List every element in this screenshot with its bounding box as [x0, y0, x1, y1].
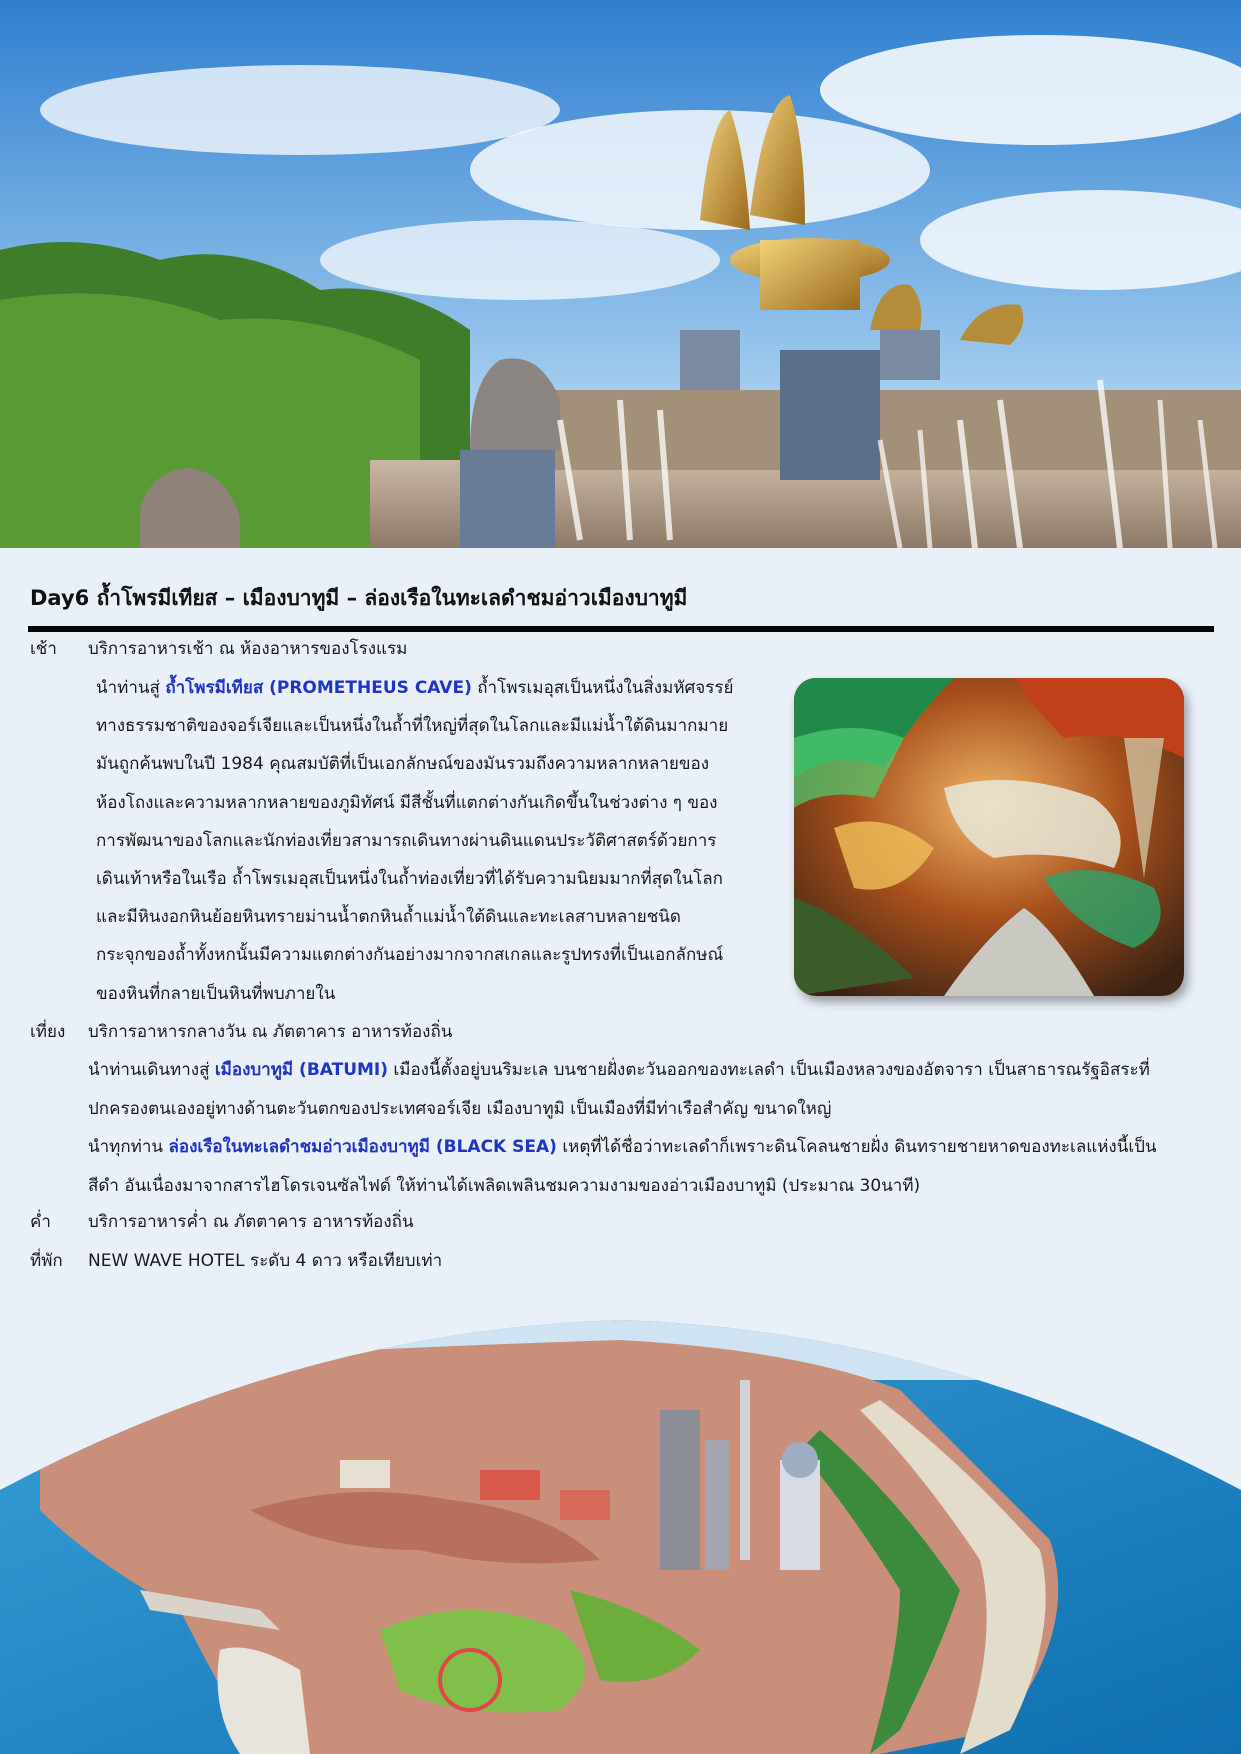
lunch-text: บริการอาหารกลางวัน ณ ภัตตาคาร อาหารท้องถิ่น: [88, 1022, 453, 1042]
cave-photo: [794, 678, 1184, 996]
hotel-row: [0, 1242, 1241, 1280]
lunch-row: [0, 1013, 1241, 1051]
cave-desc-line: ของหินที่กลายเป็นหินที่พบภายใน: [96, 983, 336, 1004]
hotel-label: ที่พัก: [30, 1251, 63, 1271]
batumi-aerial-photo: [0, 1310, 1241, 1754]
cave-desc-line: กระจุกของถ้ำทั้งหกนั้นมีความแตกต่างกันอย่างมากจากสเกลและรูปทรงที่เป็นเอกลักษณ์: [96, 945, 724, 966]
batumi-desc: เมืองนี้ตั้งอยู่บนริมะเล บนชายฝั่งตะวันออกของทะเลดำ เป็นเมืองหลวงของอัตจารา เป็นสาธารณรัฐอิสระที่: [388, 1060, 1150, 1080]
cave-desc-line: ทางธรรมชาติของจอร์เจียและเป็นหนึ่งในถ้ำที่ใหญ่ที่สุดในโลกและมีแม่น้ำใต้ดินมากมาย: [96, 716, 729, 737]
cave-description: [96, 669, 764, 1013]
cruise-name: ล่องเรือในทะเลดำชมอ่าวเมืองบาทูมี (BLACK SEA): [168, 1137, 557, 1157]
prometheus-cave-photo-icon: [794, 678, 1184, 996]
cave-desc-line: ห้องโถงและความหลากหลายของภูมิทัศน์ มีสีชั้นที่แตกต่างกันเกิดขึ้นในช่วงต่าง ๆ ของ: [96, 792, 718, 813]
dinner-row: [0, 1203, 1241, 1241]
day-title: Day6 ถ้ำโพรมีเทียส – เมืองบาทูมี – ล่องเรือในทะเลดำชมอ่าวเมืองบาทูมี: [30, 586, 688, 610]
dinner-text: บริการอาหารค่ำ ณ ภัตตาคาร อาหารท้องถิ่น: [88, 1212, 414, 1232]
cave-desc-line: และมีหินงอกหินย้อยหินทรายม่านน้ำตกหินถ้ำแม่น้ำใต้ดินและทะเลสาบหลายชนิด: [96, 907, 681, 928]
batumi-intro: นำท่านเดินทางสู่: [88, 1060, 215, 1080]
morning-label: เช้า: [30, 639, 57, 659]
lunch-label: เที่ยง: [30, 1022, 66, 1042]
cruise-intro: นำทุกท่าน: [88, 1137, 169, 1157]
cruise-desc: เหตุที่ได้ชื่อว่าทะเลดำก็เพราะดินโคลนชายฝั่ง ดินทรายชายหาดของทะเลแห่งนี้เป็น: [556, 1137, 1157, 1157]
batumi-city-name: เมืองบาทูมี (BATUMI): [214, 1060, 389, 1080]
cave-desc-line: เดินเท้าหรือในเรือ ถ้ำโพรเมอุสเป็นหนึ่งในถ้ำท่องเที่ยวที่ได้รับความนิยมมากที่สุดในโลก: [96, 869, 723, 890]
cave-desc-line: การพัฒนาของโลกและนักท่องเที่ยวสามารถเดินทางผ่านดินแดนประวัติศาสตร์ด้วยการ: [96, 830, 717, 851]
batumi-line-2: ปกครองตนเองอยู่ทางด้านตะวันตกของประเทศจอร์เจีย เมืองบาทูมิ เป็นเมืองที่มีท่าเรือสำคัญ ขนาดใหญ่: [88, 1098, 832, 1119]
colchis-fountain-photo-icon: [0, 0, 1241, 548]
batumi-line-1: [88, 1051, 1218, 1090]
dinner-label: ค่ำ: [30, 1212, 51, 1232]
cruise-line-2: สีดำ อันเนื่องมาจากสารไฮโดรเจนซัลไฟด์ ให้ท่านได้เพลิดเพลินชมความงามของอ่าวเมืองบาทูมิ (ประมาณ 30นาที): [88, 1175, 921, 1196]
batumi-paragraph: [88, 1051, 1218, 1205]
cave-intro: นำท่านสู่: [96, 678, 166, 698]
cruise-line-1: [88, 1128, 1218, 1167]
morning-row: [0, 630, 1241, 668]
breakfast-text: บริการอาหารเช้า ณ ห้องอาหารของโรงแรม: [88, 639, 408, 659]
hero-photo: [0, 0, 1241, 548]
cave-name: ถ้ำโพรมีเทียส (PROMETHEUS CAVE): [165, 678, 472, 698]
cave-line-1: [96, 669, 764, 707]
batumi-aerial-photo-icon: [0, 1310, 1241, 1754]
hotel-text: NEW WAVE HOTEL ระดับ 4 ดาว หรือเทียบเท่า: [88, 1251, 443, 1271]
cave-desc-line: ถ้ำโพรเมอุสเป็นหนึ่งในสิ่งมหัศจรรย์: [477, 678, 734, 698]
cave-desc-line: มันถูกค้นพบในปี 1984 คุณสมบัติที่เป็นเอกลักษณ์ของมันรวมถึงความหลากหลายของ: [96, 754, 710, 775]
